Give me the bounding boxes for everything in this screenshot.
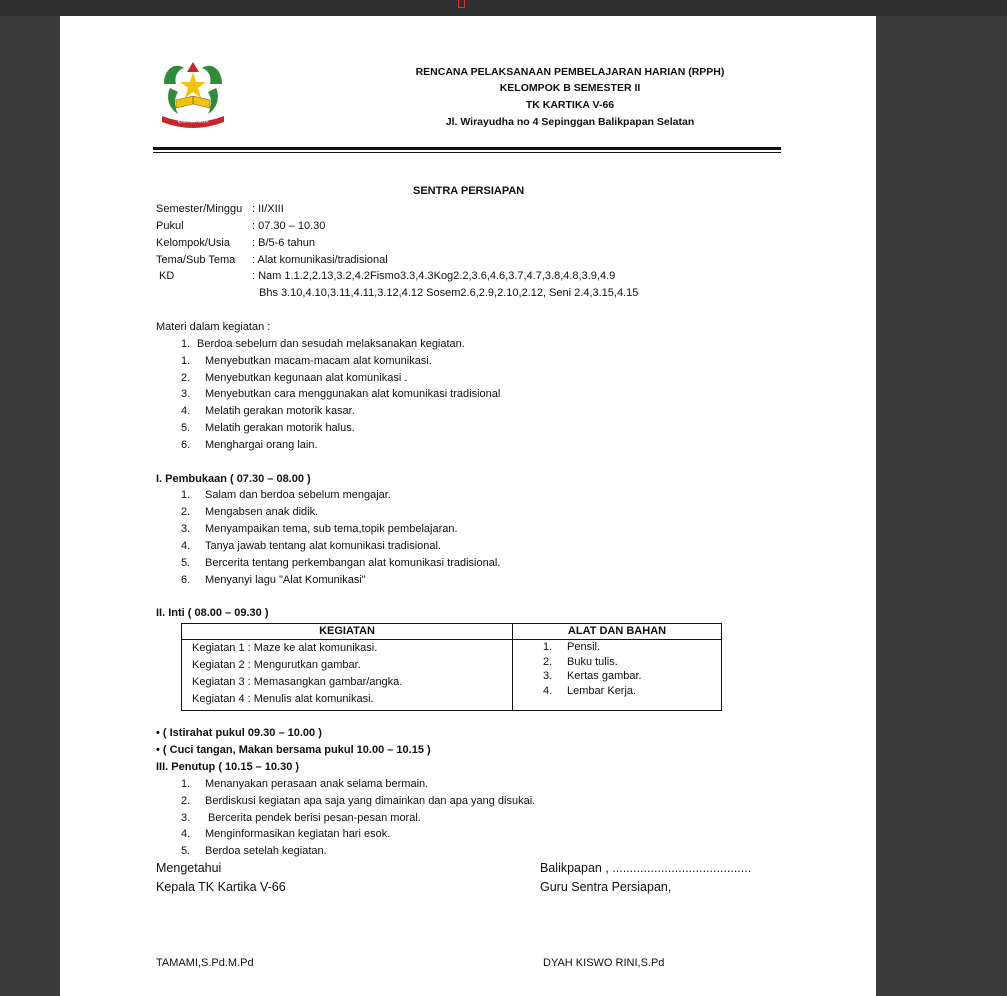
table-row: Kegiatan 3 : Memasangkan gambar/angka.: [192, 676, 403, 688]
kegiatan-header: KEGIATAN: [182, 624, 513, 640]
kartika-jaya-logo: [156, 56, 230, 128]
list-item: 6. Menghargai orang lain.: [181, 439, 318, 451]
list-item: 4. Melatih gerakan motorik kasar.: [181, 405, 355, 417]
inti-heading: II. Inti ( 08.00 – 09.30 ): [156, 607, 269, 619]
semester-value: : II/XIII: [252, 203, 284, 215]
section-title: SENTRA PERSIAPAN: [413, 185, 525, 197]
signature-left-title: Kepala TK Kartika V-66: [156, 880, 286, 894]
list-item: 4. Tanya jawab tentang alat komunikasi tradisional.: [181, 540, 442, 552]
list-item: 1. Menanyakan perasaan anak selama bermain.: [181, 778, 429, 790]
tema-label: Tema/Sub Tema: [156, 254, 236, 266]
document-page: [60, 16, 876, 996]
table-row: Kegiatan 4 : Menulis alat komunikasi.: [192, 693, 374, 705]
alat-cell: [513, 640, 722, 711]
kelompok-label: Kelompok/Usia: [156, 237, 230, 249]
table-row: Kegiatan 1 : Maze ke alat komunikasi.: [192, 642, 378, 654]
kelompok-value: : B/5-6 tahun: [252, 237, 315, 249]
list-item: 1. Salam dan berdoa sebelum mengajar.: [181, 489, 391, 501]
pukul-label: Pukul: [156, 220, 184, 232]
table-row: 2. Buku tulis.: [543, 655, 618, 668]
header-divider-thick: [153, 147, 781, 150]
table-row: 4. Lembar Kerja.: [543, 684, 637, 697]
kd-value-line2: Bhs 3.10,4.10,3.11,4.11,3.12,4.12 Sosem2.6,2.9,2.10,2.12, Seni 2.4,3.15,4.15: [259, 287, 639, 299]
list-item: 1. Berdoa sebelum dan sesudah melaksanakan kegiatan.: [181, 338, 465, 350]
text-cursor-icon: [458, 0, 465, 8]
signature-left-label: Mengetahui: [156, 861, 222, 875]
alat-header: ALAT DAN BAHAN: [513, 624, 722, 640]
list-item: 5. Melatih gerakan motorik halus.: [181, 422, 355, 434]
list-item: 1. Menyebutkan macam-macam alat komunikasi.: [181, 355, 432, 367]
list-item: 6. Menyanyi lagu "Alat Komunikasi": [181, 574, 366, 586]
table-row: Kegiatan 2 : Mengurutkan gambar.: [192, 659, 361, 671]
header-school: TK KARTIKA V-66: [525, 99, 615, 111]
signature-right-place-date: Balikpapan , ........................................: [540, 861, 752, 875]
list-item: 2. Berdiskusi kegiatan apa saja yang dimainkan dan apa yang disukai.: [181, 795, 536, 807]
list-item: 3. Bercerita pendek berisi pesan-pesan moral.: [181, 812, 421, 824]
list-item: 3. Menyebutkan cara menggunakan alat komunikasi tradisional: [181, 388, 501, 400]
list-item: 2. Menyebutkan kegunaan alat komunikasi .: [181, 372, 408, 384]
pembukaan-heading: I. Pembukaan ( 07.30 – 08.00 ): [156, 473, 311, 485]
logo-label: KARTIKA JAYA: [177, 119, 209, 124]
signature-right-name: DYAH KISWO RINI,S.Pd: [543, 957, 665, 969]
istirahat-note: • ( Istirahat pukul 09.30 – 10.00 ): [156, 727, 322, 739]
table-row: 3. Kertas gambar.: [543, 670, 642, 682]
header-address: Jl. Wirayudha no 4 Sepinggan Balikpapan Selatan: [445, 116, 695, 128]
signature-right-title: Guru Sentra Persiapan,: [540, 880, 672, 894]
list-item: 5. Bercerita tentang perkembangan alat komunikasi tradisional.: [181, 557, 501, 569]
viewer-toolbar: [0, 0, 1007, 16]
list-item: 3. Menyampaikan tema, sub tema,topik pembelajaran.: [181, 523, 458, 535]
list-item: 2. Mengabsen anak didik.: [181, 506, 319, 518]
signature-left-name: TAMAMI,S.Pd.M.Pd: [156, 957, 254, 969]
penutup-heading: III. Penutup ( 10.15 – 10.30 ): [156, 761, 300, 773]
semester-label: Semester/Minggu: [156, 203, 243, 215]
materi-heading: Materi dalam kegiatan :: [156, 321, 271, 333]
list-item: 4. Menginformasikan kegiatan hari esok.: [181, 828, 391, 840]
kd-label: KD: [159, 270, 175, 282]
kegiatan-cell: [182, 640, 513, 711]
header-group: KELOMPOK B SEMESTER II: [499, 82, 641, 94]
list-item: 5. Berdoa setelah kegiatan.: [181, 845, 327, 857]
tema-value: : Alat komunikasi/tradisional: [252, 254, 388, 266]
header-divider-thin: [153, 152, 781, 153]
kegiatan-table: [181, 623, 722, 711]
cuci-tangan-note: • ( Cuci tangan, Makan bersama pukul 10.00 – 10.15 ): [156, 744, 431, 756]
kd-value-line1: : Nam 1.1.2,2.13,3.2,4.2Fismo3.3,4.3Kog2.2,3.6,4.6,3.7,4.7,3.8,4.8,3.9,4.9: [252, 270, 616, 282]
header-title: RENCANA PELAKSANAAN PEMBELAJARAN HARIAN (RPPH): [415, 66, 725, 78]
table-row: 1. Pensil.: [543, 641, 601, 653]
pukul-value: : 07.30 – 10.30: [252, 220, 326, 232]
